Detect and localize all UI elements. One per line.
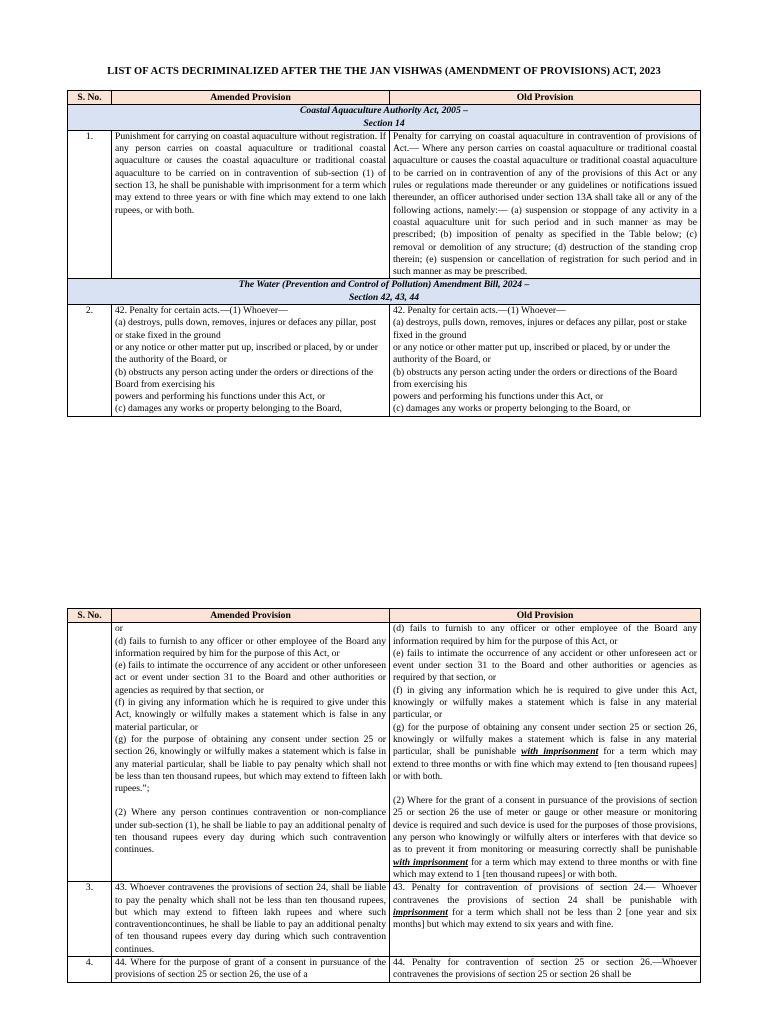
provision-paragraph: (e) fails to intimate the occurrence of any accident or other unforeseen act or event under section 31 to the Board and other authorities or agencies as required by that section, or xyxy=(115,660,386,696)
old-provision-cell xyxy=(390,623,701,882)
section-heading xyxy=(68,105,701,131)
provision-text: for a term which shall not be less than 2 [one year and six months] but which may extend to six years and with fine. xyxy=(393,906,697,931)
emphasized-imprisonment: with imprisonment xyxy=(393,856,468,868)
document-title: LIST OF ACTS DECRIMINALIZED AFTER THE THE JAN VISHWAS (AMENDMENT OF PROVISIONS) ACT, 2023 xyxy=(107,66,661,77)
provision-line: powers and performing his functions under this Act, or xyxy=(115,391,326,403)
sno-header: S. No. xyxy=(68,609,112,623)
section-row xyxy=(68,279,701,305)
table-row xyxy=(68,623,701,882)
serial-number: 2. xyxy=(68,305,112,417)
amended-provision-cell xyxy=(112,623,390,882)
emphasized-imprisonment: imprisonment xyxy=(393,906,448,918)
amended-provision-header: Amended Provision xyxy=(112,91,390,105)
serial-number: 3. xyxy=(68,882,112,957)
table-header-row xyxy=(68,609,701,623)
provision-line: (b) obstructs any person acting under the orders or directions of the Board from exercising his xyxy=(115,366,374,390)
section-number: Section 42, 43, 44 xyxy=(348,291,420,303)
amended-provision-cell: 44. Where for the purpose of grant of a consent in pursuance of the provisions of section 25 or section 26, the use of a xyxy=(112,957,390,983)
provision-line: powers and performing his functions under this Act, or xyxy=(393,391,604,403)
serial-number xyxy=(68,623,112,882)
provision-line: (c) damages any works or property belonging to the Board, or xyxy=(393,403,631,415)
provision-paragraph: (f) in giving any information which he is required to give under this Act, knowingly or wilfully makes a statement which is false in any material particular, or xyxy=(393,684,697,721)
provision-line: 42. Penalty for certain acts.—(1) Whoever— xyxy=(393,305,566,317)
sno-header: S. No. xyxy=(68,91,112,105)
provision-line: (a) destroys, pulls down, removes, injures or defaces any pillar, post or stake fixed in the ground xyxy=(393,317,687,341)
amended-provision-cell: 43. Whoever contravenes the provisions of section 24, shall be liable to pay the penalty which shall not be less than ten thousand rupees, but which may extend to fifteen lakh rupees and where such contraventioncontinues, he shall be liable to pay an additional penalty of ten thousand rupees every day during which such contravention continues. xyxy=(112,882,390,957)
acts-table-page-2 xyxy=(67,608,701,983)
act-name: Coastal Aquaculture Authority Act, 2005 – xyxy=(300,105,468,117)
provision-paragraph: (d) fails to furnish to any officer or other employee of the Board any information required by him for the purpose of this Act, or xyxy=(393,623,697,647)
provision-text: 43. Penalty for contravention of provisions of section 24.— Whoever contravenes the provisions of section 24 shall be punishable with xyxy=(393,882,697,906)
amended-provision-header: Amended Provision xyxy=(112,609,390,623)
table-header-row xyxy=(68,91,701,105)
old-provision-cell: Penalty for carrying on coastal aquaculture in contravention of provisions of Act.— Where any person carries on coastal aquaculture or traditional coastal aquaculture or causes the coastal aquaculture or traditional coastal aquaculture to be carried on in contravention of any of the provisions of this Act or any rules or regulations made thereunder or any guidelines or notifications issued thereunder, an officer authorised under section 13A shall take all or any of the following actions, namely:— (a) suspension or stoppage of any activity in a coastal aquaculture unit for such period and in such manner as may be prescribed; (b) imposition of penalty as specified in the Table below; (c) removal or demolition of any structure; (d) destruction of the standing crop therein; (e) suspension or cancellation of registration for such period and in such manner as may be prescribed. xyxy=(390,130,701,279)
provision-line: or xyxy=(115,623,123,635)
provision-text: for a term which may extend to three months or with fine which may extend to [ten thousand rupees] or with both. xyxy=(393,746,697,782)
table-row xyxy=(68,957,701,983)
provision-paragraph: (d) fails to furnish to any officer or other employee of the Board any information required by him for the purpose of this Act, or xyxy=(115,635,386,659)
paragraph-spacer xyxy=(115,795,386,807)
serial-number: 1. xyxy=(68,130,112,279)
section-number: Section 14 xyxy=(363,117,405,129)
provision-paragraph xyxy=(393,722,697,783)
provision-paragraph: (g) for the purpose of obtaining any consent under section 25 or section 26, knowingly or wilfully makes a statement which is false in any material particular, shall be liable to pay penalty which shall not be less than ten thousand rupees, but which may extend to fifteen lakh rupees.”; xyxy=(115,733,386,795)
act-name: The Water (Prevention and Control of Pollution) Amendment Bill, 2024 – xyxy=(238,279,530,291)
old-provision-cell: 44. Penalty for contravention of section 25 or section 26.—Whoever contravenes the provisions of section 25 or section 26 shall be xyxy=(390,957,701,983)
old-provision-cell xyxy=(390,882,701,957)
provision-paragraph: (2) Where any person continues contravention or non-compliance under sub-section (1), he shall be liable to pay an additional penalty of ten thousand rupees every day during which such contravention continues. xyxy=(115,807,386,856)
provision-line: (a) destroys, pulls down, removes, injures or defaces any pillar, post or stake fixed in the ground xyxy=(115,317,377,341)
provision-line: (c) damages any works or property belonging to the Board, xyxy=(115,403,342,415)
provision-line: (b) obstructs any person acting under the orders or directions of the Board from exercising his xyxy=(393,366,677,390)
provision-line: or any notice or other matter put up, inscribed or placed, by or under the authority of the Board, or xyxy=(115,341,378,366)
provision-paragraph: (e) fails to intimate the occurrence of any accident or other unforeseen act or event under section 31 to the Board and other authorities or agencies as required by that section, or xyxy=(393,647,697,684)
provision-text: (2) Where for the grant of a consent in pursuance of the provisions of section 25 or section 26 the use of meter or gauge or other measure or monitoring device is required and such device is used for the purposes of those provisions, any person who knowingly or wilfully alters or interferes with that device so as to prevent it from monitoring or measuring correctly shall be punishable xyxy=(393,795,697,856)
emphasized-imprisonment: with imprisonment xyxy=(521,746,599,758)
table-row xyxy=(68,305,701,417)
acts-table-page-1 xyxy=(67,90,701,417)
table-row xyxy=(68,882,701,957)
old-provision-cell xyxy=(390,305,701,417)
paragraph-spacer xyxy=(393,783,697,795)
old-provision-header: Old Provision xyxy=(390,609,701,623)
old-provision-header: Old Provision xyxy=(390,91,701,105)
provision-text: (g) for the purpose of obtaining any consent under section 25 or section 26, knowingly or wilfully makes a statement which is false in any material particular, shall be punishable xyxy=(393,721,697,758)
provision-text: for a term which may extend to three months or with fine which may extend to 1 [ten thousand rupees] or with both. xyxy=(393,856,698,880)
table-row xyxy=(68,130,701,279)
amended-provision-cell xyxy=(112,305,390,417)
provision-paragraph xyxy=(393,795,697,881)
amended-provision-cell: Punishment for carrying on coastal aquaculture without registration. If any person carries on coastal aquaculture or traditional coastal aquaculture or causes the coastal aquaculture or traditional coastal aquaculture to be carried on in contravention of sub-section (1) of section 13, he shall be punishable with imprisonment for a term which may extend to three years or with fine which may extend to one lakh rupees, or with both. xyxy=(112,130,390,279)
provision-line: or any notice or other matter put up, inscribed or placed, by or under the authority of the Board, or xyxy=(393,341,671,366)
section-heading xyxy=(68,279,701,305)
section-row xyxy=(68,105,701,131)
provision-line: 42. Penalty for certain acts.—(1) Whoever— xyxy=(115,305,288,317)
provision-paragraph: (f) in giving any information which he is required to give under this Act, knowingly or wilfully makes a statement which is false in any material particular, or xyxy=(115,697,386,733)
serial-number: 4. xyxy=(68,957,112,983)
